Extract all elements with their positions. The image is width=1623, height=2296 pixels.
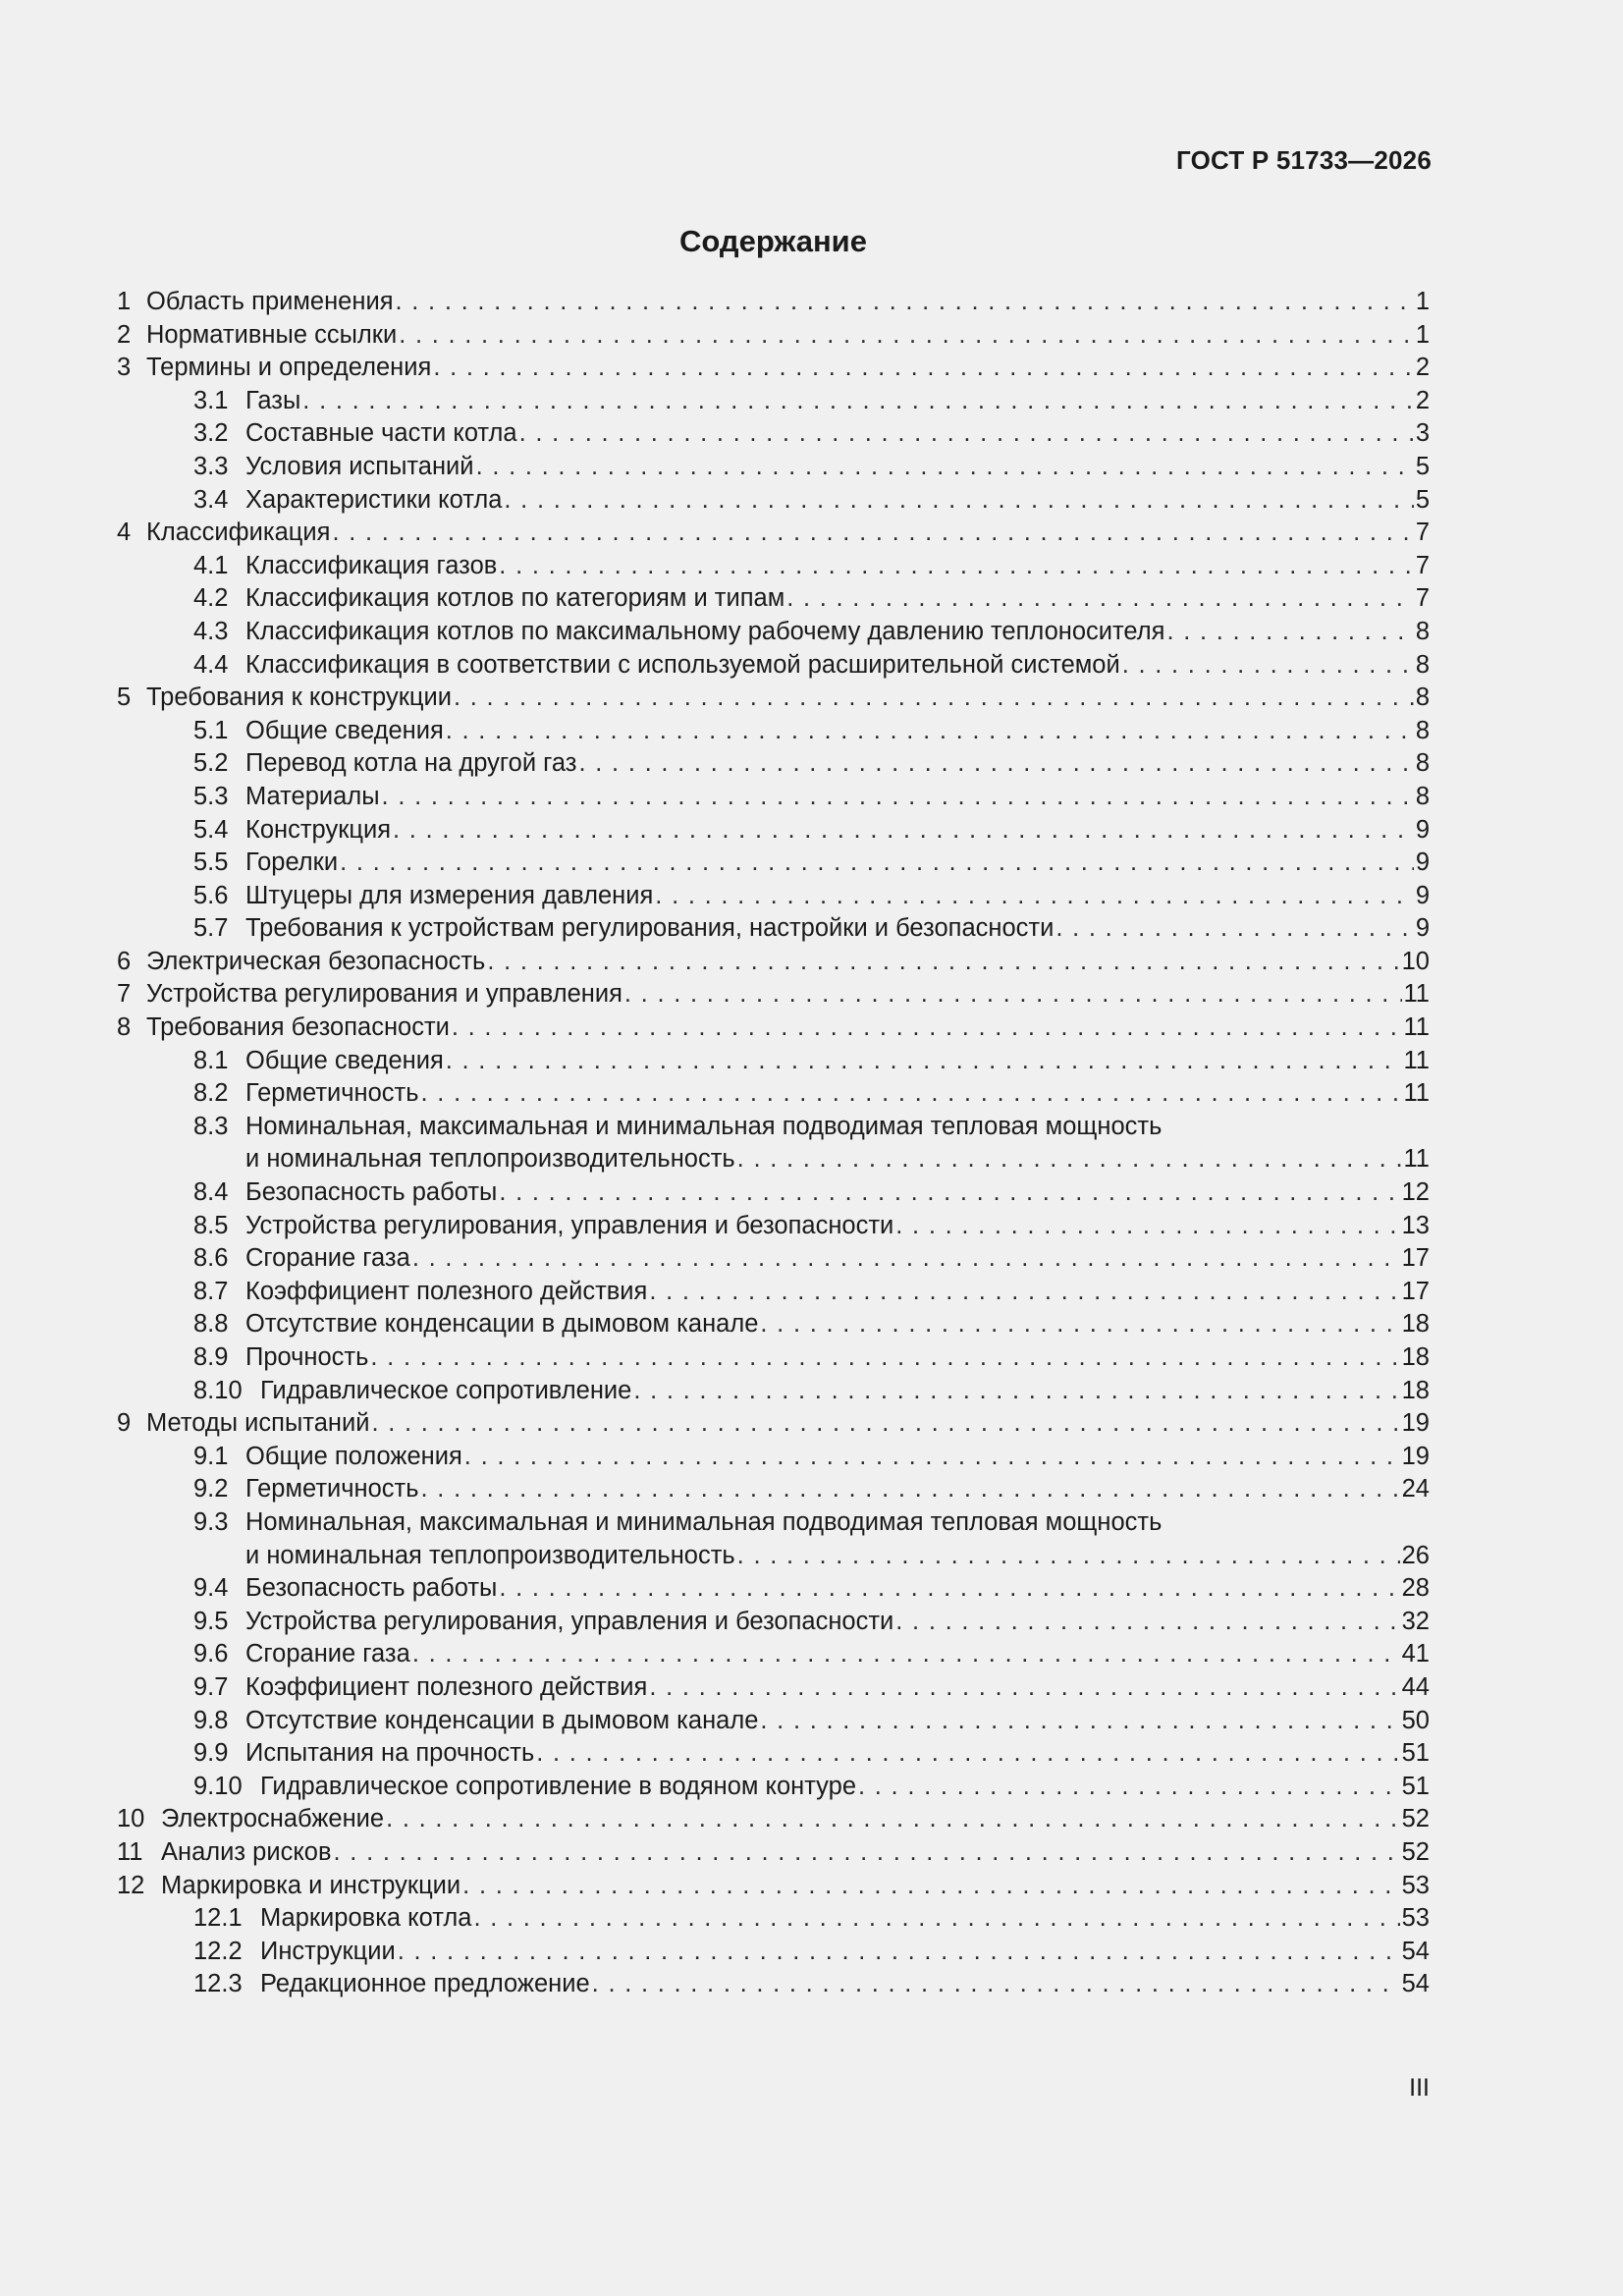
toc-entry-page: 8 (1415, 650, 1430, 679)
toc-entry[interactable] (117, 1077, 1430, 1111)
toc-entry-number: 8 (117, 1013, 132, 1042)
toc-entry-number: 5.3 (193, 782, 229, 810)
toc-entry-page: 8 (1415, 683, 1430, 712)
toc-entry-title-continued: и номинальная теплопроизводительность (245, 1541, 735, 1569)
toc-entry-title: Классификация в соответствии с используемой расширительной системой (245, 650, 1120, 679)
toc-entry-title: Классификация котлов по категориям и типам (245, 584, 785, 613)
toc-entry[interactable] (117, 747, 1430, 781)
toc-entry-title: Устройства регулирования, управления и безопасности (245, 1211, 894, 1239)
toc-entry[interactable] (117, 1968, 1430, 2001)
toc-entry[interactable] (117, 1210, 1430, 1243)
toc-entry-page: 1 (1415, 320, 1430, 349)
toc-entry-number: 3.2 (193, 419, 229, 448)
toc-entry-number: 8.6 (193, 1244, 229, 1273)
toc-entry-page: 9 (1415, 914, 1430, 943)
toc-entry-title: Термины и определения (146, 354, 432, 382)
toc-entry-number: 8.8 (193, 1310, 229, 1339)
toc-entry-number: 9.6 (193, 1640, 229, 1668)
toc-entry-page: 18 (1401, 1310, 1430, 1339)
toc-leader-dots (649, 1671, 1399, 1705)
toc-entry[interactable] (117, 582, 1430, 616)
toc-leader-dots (737, 1540, 1400, 1573)
toc-entry-page: 9 (1415, 881, 1430, 909)
toc-entry-number: 8.3 (193, 1112, 229, 1140)
toc-leader-dots (895, 1210, 1399, 1243)
toc-entry-title: Общие сведения (245, 1046, 444, 1074)
toc-entry[interactable] (117, 1902, 1430, 1936)
toc-leader-dots (1166, 616, 1413, 649)
toc-entry-page: 8 (1415, 617, 1430, 645)
toc-entry-page: 3 (1415, 419, 1430, 448)
toc-entry[interactable] (117, 550, 1430, 583)
toc-leader-dots (499, 550, 1414, 583)
toc-entry-page: 13 (1401, 1211, 1430, 1239)
toc-leader-dots (421, 1077, 1402, 1111)
toc-leader-dots (858, 1771, 1400, 1804)
toc-entry-number: 4.3 (193, 617, 229, 645)
toc-entry-page: 11 (1403, 1079, 1430, 1108)
toc-entry-page: 51 (1401, 1772, 1430, 1800)
toc-entry-page: 24 (1401, 1475, 1430, 1503)
toc-entry-number: 6 (117, 947, 132, 975)
toc-entry-page: 17 (1401, 1277, 1430, 1305)
toc-entry-number: 10 (117, 1805, 145, 1833)
toc-entry[interactable] (117, 1771, 1430, 1804)
toc-leader-dots (393, 814, 1414, 847)
toc-entry-title: Методы испытаний (146, 1409, 370, 1438)
toc-leader-dots (433, 352, 1414, 385)
toc-entry-page: 5 (1415, 452, 1430, 480)
toc-entry[interactable] (117, 781, 1430, 814)
toc-entry[interactable] (117, 715, 1430, 748)
toc-entry[interactable] (117, 1045, 1430, 1078)
toc-entry-title: Анализ рисков (161, 1837, 332, 1866)
toc-leader-dots (895, 1606, 1399, 1639)
toc-leader-dots (760, 1705, 1399, 1738)
toc-entry-number: 9.8 (193, 1706, 229, 1734)
toc-entry-title: Герметичность (245, 1079, 419, 1108)
toc-leader-dots (399, 319, 1414, 353)
toc-entry[interactable] (117, 1606, 1430, 1639)
toc-entry-title: Гидравлическое сопротивление в водяном контуре (260, 1772, 857, 1800)
toc-entry-page: 11 (1403, 1145, 1430, 1174)
toc-entry-continuation[interactable] (117, 1540, 1430, 1573)
toc-entry-number: 8.10 (193, 1376, 243, 1404)
toc-entry[interactable] (117, 880, 1430, 913)
toc-leader-dots (464, 1441, 1400, 1474)
toc-leader-dots (499, 1176, 1399, 1210)
toc-entry[interactable] (117, 1506, 1430, 1540)
toc-leader-dots (760, 1308, 1399, 1341)
toc-entry[interactable] (117, 616, 1430, 649)
toc-entry[interactable] (117, 1671, 1430, 1705)
toc-leader-dots (454, 682, 1414, 715)
toc-entry[interactable] (117, 1836, 1430, 1870)
toc-entry-title: Требования к устройствам регулирования, настройки и безопасности (245, 914, 1055, 943)
toc-leader-dots (340, 847, 1414, 880)
toc-leader-dots (504, 484, 1413, 518)
toc-leader-dots (1055, 912, 1414, 946)
toc-entry-page: 12 (1401, 1178, 1430, 1207)
toc-entry-title: Общие сведения (245, 716, 444, 744)
toc-entry-title: Инструкции (260, 1937, 396, 1965)
toc-leader-dots (398, 1936, 1400, 1969)
toc-entry[interactable] (117, 1737, 1430, 1771)
toc-entry-page: 7 (1415, 584, 1430, 613)
toc-entry[interactable] (117, 912, 1430, 946)
toc-entry-title: Маркировка котла (260, 1904, 472, 1933)
toc-leader-dots (446, 715, 1414, 748)
toc-entry-number: 4 (117, 519, 132, 547)
toc-entry[interactable] (117, 682, 1430, 715)
toc-entry-number: 9.2 (193, 1475, 229, 1503)
toc-entry-page: 8 (1415, 749, 1430, 778)
toc-entry-number: 7 (117, 980, 132, 1009)
toc-entry-number: 8.5 (193, 1211, 229, 1239)
toc-entry-page: 10 (1401, 947, 1430, 975)
toc-entry-page: 52 (1401, 1805, 1430, 1833)
toc-leader-dots (452, 1011, 1402, 1045)
toc-entry-page: 54 (1401, 1970, 1430, 1998)
toc-entry-title: Номинальная, максимальная и минимальная подводимая тепловая мощность (245, 1507, 1163, 1536)
toc-entry-number: 8.2 (193, 1079, 229, 1108)
toc-leader-dots (633, 1375, 1399, 1408)
toc-entry[interactable] (117, 1242, 1430, 1276)
toc-entry-title: Сгорание газа (245, 1640, 410, 1668)
toc-entry-number: 9.5 (193, 1607, 229, 1635)
toc-leader-dots (446, 1045, 1402, 1078)
toc-entry[interactable] (117, 1705, 1430, 1738)
toc-entry-number: 5.5 (193, 848, 229, 877)
toc-entry[interactable] (117, 319, 1430, 353)
toc-entry-title: Область применения (146, 288, 394, 315)
toc-entry-title: Электрическая безопасность (146, 947, 486, 975)
toc-entry-number: 9.3 (193, 1507, 229, 1536)
toc-entry[interactable] (117, 352, 1430, 385)
toc-entry-page: 11 (1403, 980, 1430, 1009)
toc-entry-title: Гидравлическое сопротивление (260, 1376, 632, 1404)
toc-entry-title: Составные части котла (245, 419, 517, 448)
toc-entry-page: 51 (1401, 1739, 1430, 1768)
toc-entry-number: 9.10 (193, 1772, 243, 1800)
toc-entry-number: 2 (117, 320, 132, 349)
toc-entry-title: Устройства регулирования и управления (146, 980, 622, 1009)
toc-entry[interactable] (117, 649, 1430, 683)
toc-entry-title: Номинальная, максимальная и минимальная подводимая тепловая мощность (245, 1112, 1163, 1140)
toc-entry-page: 52 (1401, 1837, 1430, 1866)
toc-entry[interactable] (117, 417, 1430, 451)
toc-leader-dots (649, 1276, 1399, 1309)
toc-entry-title: Перевод котла на другой газ (245, 749, 577, 778)
toc-entry[interactable] (117, 1276, 1430, 1309)
toc-entry-title: Классификация (146, 519, 331, 547)
toc-entry-title: Редакционное предложение (260, 1970, 590, 1998)
toc-entry-number: 12.3 (193, 1970, 243, 1998)
toc-entry-page: 1 (1415, 288, 1430, 315)
toc-entry-title: Электроснабжение (161, 1805, 385, 1833)
toc-entry[interactable] (117, 1407, 1430, 1441)
toc-leader-dots (370, 1341, 1399, 1375)
toc-entry-page: 7 (1415, 519, 1430, 547)
toc-entry-number: 9.9 (193, 1739, 229, 1768)
toc-entry-title: Коэффициент полезного действия (245, 1277, 648, 1305)
toc-entry-number: 12.1 (193, 1904, 243, 1933)
toc-leader-dots (579, 747, 1414, 781)
toc-leader-dots (624, 978, 1402, 1011)
toc-entry-title: Материалы (245, 782, 380, 810)
toc-entry-title: Устройства регулирования, управления и безопасности (245, 1607, 894, 1635)
toc-leader-dots (592, 1968, 1400, 2001)
toc-leader-dots (519, 417, 1414, 451)
toc-entry-title: Безопасность работы (245, 1574, 498, 1603)
toc-entry-number: 1 (117, 288, 132, 315)
toc-entry-title: Общие положения (245, 1442, 462, 1470)
toc-entry-title: Маркировка и инструкции (161, 1871, 461, 1899)
toc-entry-number: 5.1 (193, 716, 229, 744)
toc-entry-title: Штуцеры для измерения давления (245, 881, 654, 909)
toc-entry[interactable] (117, 1375, 1430, 1408)
toc-entry-page: 9 (1415, 815, 1430, 844)
toc-leader-dots (396, 286, 1414, 319)
toc-entry-page: 17 (1401, 1244, 1430, 1273)
table-of-contents (117, 286, 1430, 2001)
toc-entry-number: 9.1 (193, 1442, 229, 1470)
toc-entry-page: 5 (1415, 485, 1430, 514)
toc-entry-number: 9 (117, 1409, 132, 1438)
toc-entry-number: 5 (117, 683, 132, 712)
toc-leader-dots (473, 1902, 1399, 1936)
toc-leader-dots (332, 517, 1413, 550)
toc-entry-title: Нормативные ссылки (146, 320, 398, 349)
toc-leader-dots (499, 1572, 1399, 1606)
toc-entry-title-continued: и номинальная теплопроизводительность (245, 1145, 735, 1174)
toc-leader-dots (786, 582, 1414, 616)
toc-entry-title: Характеристики котла (245, 485, 503, 514)
toc-entry[interactable] (117, 517, 1430, 550)
toc-entry-number: 11 (117, 1837, 143, 1866)
toc-entry-page: 11 (1403, 1046, 1430, 1074)
toc-entry[interactable] (117, 484, 1430, 518)
toc-entry-number: 5.6 (193, 881, 229, 909)
toc-entry[interactable] (117, 1441, 1430, 1474)
toc-entry-number: 5.2 (193, 749, 229, 778)
toc-entry[interactable] (117, 946, 1430, 979)
toc-leader-dots (412, 1638, 1400, 1671)
toc-entry-title: Безопасность работы (245, 1178, 498, 1207)
toc-entry[interactable] (117, 1638, 1430, 1671)
toc-entry-page: 28 (1401, 1574, 1430, 1603)
toc-entry-number: 4.2 (193, 584, 229, 613)
toc-entry-title: Горелки (245, 848, 339, 877)
toc-leader-dots (536, 1737, 1399, 1771)
toc-entry[interactable] (117, 1341, 1430, 1375)
toc-leader-dots (1122, 649, 1414, 683)
toc-entry[interactable] (117, 1011, 1430, 1045)
toc-leader-dots (334, 1836, 1400, 1870)
toc-entry[interactable] (117, 1572, 1430, 1606)
toc-entry-page: 11 (1403, 1013, 1430, 1042)
toc-entry-page: 19 (1401, 1442, 1430, 1470)
toc-entry[interactable] (117, 847, 1430, 880)
toc-entry-page: 26 (1401, 1541, 1430, 1569)
toc-entry[interactable] (117, 451, 1430, 484)
toc-entry-page: 18 (1401, 1343, 1430, 1371)
toc-entry-page: 2 (1415, 354, 1430, 382)
toc-entry[interactable] (117, 1803, 1430, 1836)
toc-entry-page: 32 (1401, 1607, 1430, 1635)
toc-entry-page: 41 (1401, 1640, 1430, 1668)
toc-entry-number: 3.3 (193, 452, 229, 480)
toc-leader-dots (412, 1242, 1400, 1276)
toc-entry-continuation[interactable] (117, 1143, 1430, 1176)
toc-entry[interactable] (117, 1473, 1430, 1506)
toc-entry-page: 53 (1401, 1904, 1430, 1933)
toc-entry-page: 9 (1415, 848, 1430, 877)
toc-entry-number: 3.4 (193, 485, 229, 514)
toc-entry-title: Отсутствие конденсации в дымовом канале (245, 1310, 759, 1339)
toc-entry-title: Герметичность (245, 1475, 419, 1503)
toc-entry-title: Требования безопасности (146, 1013, 450, 1042)
toc-entry-title: Сгорание газа (245, 1244, 410, 1273)
toc-entry-page: 50 (1401, 1706, 1430, 1734)
toc-entry-title: Отсутствие конденсации в дымовом канале (245, 1706, 759, 1734)
toc-entry-number: 12 (117, 1871, 145, 1899)
toc-entry-title: Газы (245, 386, 301, 414)
toc-title: Содержание (679, 224, 867, 258)
toc-entry-title: Испытания на прочность (245, 1739, 535, 1768)
toc-entry-title: Конструкция (245, 815, 392, 844)
toc-entry-number: 5.4 (193, 815, 229, 844)
toc-leader-dots (302, 385, 1414, 418)
toc-entry-number: 3.1 (193, 386, 229, 414)
toc-entry-title: Требования к конструкции (146, 683, 452, 712)
toc-entry[interactable] (117, 1870, 1430, 1903)
toc-entry-number: 4.4 (193, 650, 229, 679)
toc-entry[interactable] (117, 814, 1430, 847)
toc-leader-dots (655, 880, 1414, 913)
toc-entry-page: 18 (1401, 1376, 1430, 1404)
toc-entry-page: 19 (1401, 1409, 1430, 1438)
toc-entry[interactable] (117, 978, 1430, 1011)
toc-entry-number: 4.1 (193, 551, 229, 579)
toc-entry-number: 5.7 (193, 914, 229, 943)
toc-entry-number: 8.1 (193, 1046, 229, 1074)
document-id: ГОСТ Р 51733—2026 (1176, 145, 1432, 175)
toc-entry-title: Условия испытаний (245, 452, 474, 480)
toc-entry-number: 9.7 (193, 1672, 229, 1701)
toc-entry[interactable] (117, 286, 1430, 319)
toc-entry-number: 12.2 (193, 1937, 243, 1965)
toc-entry-number: 8.4 (193, 1178, 229, 1207)
toc-entry[interactable] (117, 385, 1430, 418)
toc-entry[interactable] (117, 1111, 1430, 1144)
toc-entry-page: 8 (1415, 716, 1430, 744)
toc-leader-dots (386, 1803, 1400, 1836)
page-number: III (1409, 2074, 1430, 2102)
toc-leader-dots (371, 1407, 1399, 1441)
toc-entry-page: 44 (1401, 1672, 1430, 1701)
toc-entry-page: 2 (1415, 386, 1430, 414)
toc-entry-title: Классификация котлов по максимальному рабочему давлению теплоносителя (245, 617, 1165, 645)
toc-entry[interactable] (117, 1308, 1430, 1341)
toc-entry-title: Классификация газов (245, 551, 498, 579)
toc-entry-number: 9.4 (193, 1574, 229, 1603)
toc-entry-page: 7 (1415, 551, 1430, 579)
toc-entry[interactable] (117, 1936, 1430, 1969)
toc-leader-dots (487, 946, 1399, 979)
toc-entry-page: 8 (1415, 782, 1430, 810)
toc-entry[interactable] (117, 1176, 1430, 1210)
toc-entry-title: Коэффициент полезного действия (245, 1672, 648, 1701)
toc-leader-dots (476, 451, 1414, 484)
toc-leader-dots (382, 781, 1414, 814)
toc-leader-dots (421, 1473, 1400, 1506)
toc-leader-dots (737, 1143, 1402, 1176)
toc-entry-number: 3 (117, 354, 132, 382)
toc-entry-number: 8.7 (193, 1277, 229, 1305)
toc-entry-page: 53 (1401, 1871, 1430, 1899)
toc-entry-page: 54 (1401, 1937, 1430, 1965)
toc-entry-title: Прочность (245, 1343, 369, 1371)
toc-leader-dots (462, 1870, 1399, 1903)
toc-entry-number: 8.9 (193, 1343, 229, 1371)
